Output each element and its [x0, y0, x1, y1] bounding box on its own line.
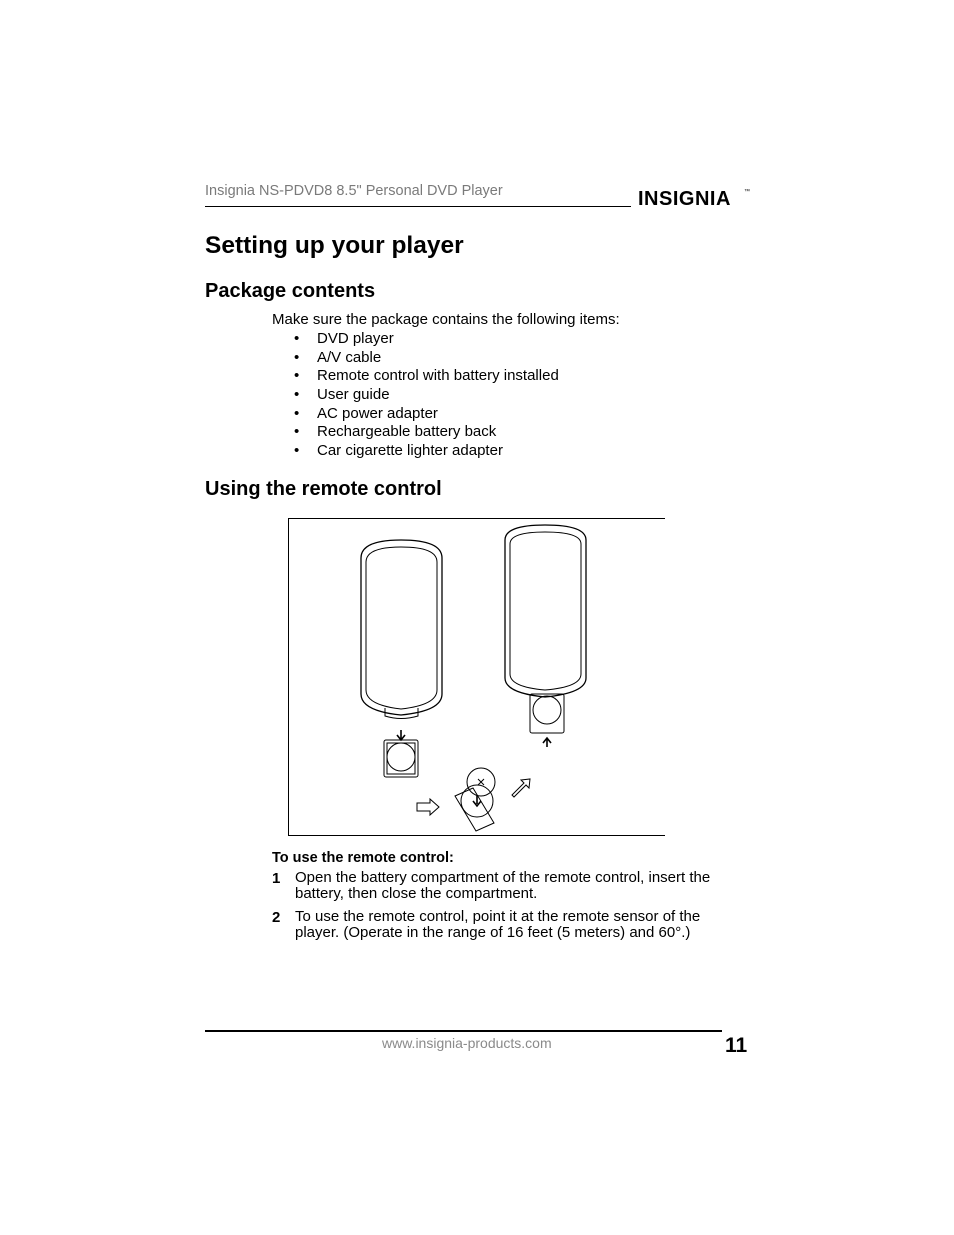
package-intro: Make sure the package contains the following items: [272, 311, 620, 328]
remote-section-heading: Using the remote control [205, 478, 442, 500]
bullet: • [294, 404, 300, 422]
footer-url: www.insignia-products.com [382, 1035, 552, 1051]
bullet: • [294, 423, 300, 441]
arrow-down-icon [397, 730, 405, 740]
step-number: 1 [272, 870, 281, 887]
steps-title: To use the remote control: [272, 850, 454, 866]
list-item [272, 405, 559, 424]
list-item-text: AC power adapter [317, 404, 438, 422]
list-item-text: DVD player [317, 330, 394, 347]
list-item-text: Remote control with battery installed [317, 367, 559, 385]
list-item-text: Rechargeable battery back [317, 423, 497, 441]
package-items-list [272, 330, 559, 461]
list-item [272, 386, 559, 405]
page-title: Setting up your player [205, 232, 464, 259]
remote-control-right [505, 525, 586, 697]
logo-text: INSIGNIA [638, 188, 731, 210]
page-number: 11 [725, 1034, 748, 1057]
running-header: Insignia NS-PDVD8 8.5" Personal DVD Player [205, 183, 503, 199]
footer-rule [205, 1030, 722, 1032]
arrow-down-icon [473, 795, 481, 806]
list-item-text: A/V cable [317, 348, 382, 366]
remote-control-left [361, 540, 442, 719]
battery-tray-right [530, 694, 564, 733]
arrow-up-icon [543, 738, 551, 747]
list-item-text: Car cigarette lighter adapter [317, 442, 503, 460]
list-item [272, 442, 559, 461]
list-item [272, 423, 559, 442]
package-contents-heading: Package contents [205, 280, 376, 302]
bullet: • [294, 442, 300, 460]
battery-insertion-detail [455, 768, 495, 831]
figure-frame [289, 519, 666, 836]
logo-tm: ™ [744, 189, 750, 195]
arrow-right-outline-icon [417, 799, 439, 815]
list-item [272, 349, 559, 368]
header-rule [205, 206, 631, 207]
bullet: • [294, 367, 300, 385]
step-number: 2 [272, 909, 281, 926]
arrow-up-right-outline-icon [512, 779, 530, 797]
step-text: Open the battery compartment of the remote control, insert the battery, then close the compartment. [295, 869, 711, 902]
bullet: • [294, 348, 300, 366]
list-item [272, 330, 559, 349]
step-text: To use the remote control, point it at the remote sensor of the player. (Operate in the range of 16 feet (5 meters) and 60°.) [295, 908, 701, 941]
list-item [272, 367, 559, 386]
bullet: • [294, 330, 300, 347]
insignia-logo [638, 184, 752, 214]
battery-installation-figure [288, 518, 665, 836]
list-item-text: User guide [317, 386, 390, 404]
cross-mark-icon [478, 779, 484, 785]
bullet: • [294, 386, 300, 404]
battery-tray-left [384, 740, 418, 777]
